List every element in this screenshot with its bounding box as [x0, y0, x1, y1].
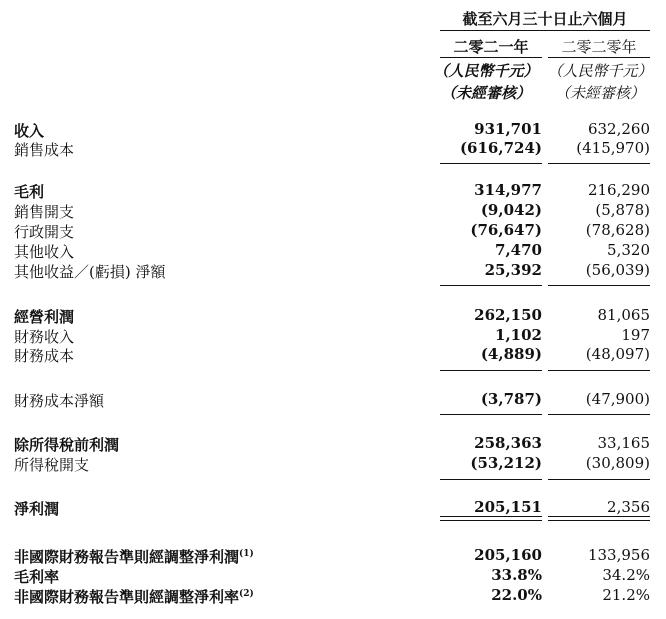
- row-value-2021: 258,363: [474, 434, 542, 452]
- col2-audit: （未經審核）: [554, 84, 645, 102]
- row-label-profit-before-tax: 除所得稅前利潤: [14, 436, 120, 454]
- row-label-operating-profit: 經營利潤: [14, 308, 75, 326]
- subtotal-rule: [548, 370, 650, 371]
- row-label-net-finance-costs: 財務成本淨額: [14, 392, 105, 410]
- row-value-2021: 1,102: [495, 326, 542, 344]
- row-value-2021: 7,470: [495, 241, 542, 259]
- subtotal-rule: [548, 414, 650, 415]
- row-label-adjusted-net-margin: 非國際財務報告準則經調整淨利率$^{(2)}$: [14, 588, 254, 606]
- period-header: 截至六月三十日止六個月: [462, 10, 628, 28]
- row-label-finance-income: 財務收入: [14, 328, 75, 346]
- row-value-2020: (30,809): [585, 454, 650, 472]
- row-value-2020: (5,878): [595, 201, 650, 219]
- row-value-2020: (47,900): [585, 390, 650, 408]
- row-value-2020: 21.2%: [602, 586, 650, 604]
- row-value-2020: 81,065: [597, 306, 650, 324]
- row-value-2020: 632,260: [587, 120, 650, 138]
- row-label-revenue: 收入: [14, 122, 45, 140]
- row-value-2020: (48,097): [585, 345, 650, 363]
- col1-header-rule: [440, 57, 542, 58]
- row-value-2021: 25,392: [484, 261, 542, 279]
- row-value-2021: (53,212): [470, 454, 542, 472]
- row-value-2021: 33.8%: [491, 566, 542, 584]
- row-value-2021: 314,977: [474, 181, 542, 199]
- row-value-2020: 216,290: [587, 181, 650, 199]
- col2-year: 二零二零年: [561, 38, 637, 56]
- col1-year: 二零二一年: [453, 38, 529, 56]
- subtotal-rule: [440, 414, 542, 415]
- row-value-2021: (616,724): [459, 139, 542, 157]
- total-double-rule: [548, 516, 650, 521]
- row-value-2020: 33,165: [597, 434, 650, 452]
- subtotal-rule: [548, 285, 650, 286]
- row-label-finance-costs: 財務成本: [14, 347, 75, 365]
- row-value-2021: 262,150: [474, 306, 542, 324]
- row-label-adjusted-net-profit: 非國際財務報告準則經調整淨利潤$^{(1)}$: [14, 548, 254, 566]
- row-value-2020: 34.2%: [602, 566, 650, 584]
- row-value-2020: (56,039): [585, 261, 650, 279]
- row-label-gross-margin: 毛利率: [14, 568, 60, 586]
- row-value-2021: (4,889): [480, 345, 542, 363]
- row-label-other-income: 其他收入: [14, 243, 75, 261]
- subtotal-rule: [440, 370, 542, 371]
- row-value-2021: (9,042): [480, 201, 542, 219]
- subtotal-rule: [440, 285, 542, 286]
- row-value-2020: 2,356: [607, 498, 650, 516]
- row-value-2021: 205,151: [474, 498, 542, 516]
- row-value-2021: 931,701: [474, 120, 542, 138]
- row-label-selling-expenses: 銷售開支: [14, 203, 75, 221]
- header-rule: [440, 30, 650, 31]
- row-label-other-gains-losses: 其他收益／(虧損) 淨額: [14, 263, 166, 281]
- subtotal-rule: [548, 163, 650, 164]
- row-value-2021: (76,647): [470, 221, 542, 239]
- total-double-rule: [440, 516, 542, 521]
- subtotal-rule: [440, 163, 542, 164]
- row-value-2021: 22.0%: [491, 586, 542, 604]
- row-label-net-profit: 淨利潤: [14, 500, 60, 518]
- row-value-2020: 197: [621, 326, 650, 344]
- col2-unit: （人民幣千元）: [547, 62, 653, 80]
- row-label-gross-profit: 毛利: [14, 183, 45, 201]
- row-value-2020: (415,970): [576, 139, 650, 157]
- footnote-ref: (2): [239, 589, 254, 599]
- row-value-2020: 133,956: [587, 546, 650, 564]
- row-value-2020: (78,628): [585, 221, 650, 239]
- col2-header-rule: [548, 57, 650, 58]
- row-label-admin-expenses: 行政開支: [14, 223, 75, 241]
- row-label-income-tax: 所得稅開支: [14, 456, 90, 474]
- col1-unit: （人民幣千元）: [433, 62, 539, 80]
- row-value-2021: (3,787): [480, 390, 542, 408]
- subtotal-rule: [548, 479, 650, 480]
- col1-audit: （未經審核）: [440, 84, 531, 102]
- row-value-2021: 205,160: [474, 546, 542, 564]
- row-label-cost-of-sales: 銷售成本: [14, 141, 75, 159]
- row-value-2020: 5,320: [607, 241, 650, 259]
- subtotal-rule: [440, 479, 542, 480]
- footnote-ref: (1): [239, 549, 254, 559]
